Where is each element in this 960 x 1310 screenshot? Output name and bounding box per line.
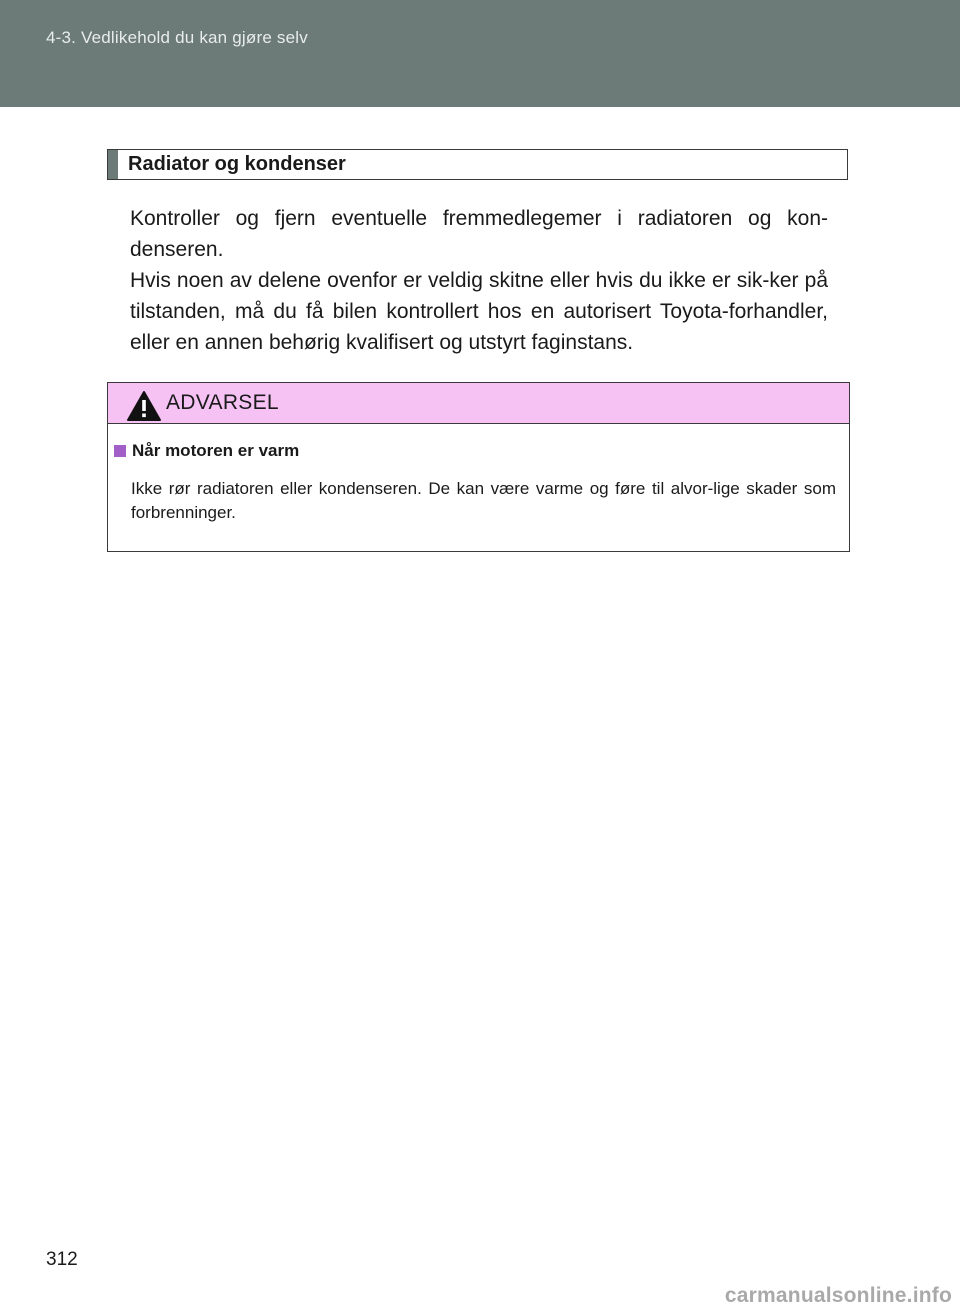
- section-heading-box: [107, 149, 848, 180]
- section-body: [130, 203, 828, 358]
- warning-box: [107, 382, 850, 552]
- warning-body-text: Ikke rør radiatoren eller kondenseren. De kan være varme og føre til alvor-lige skader som forbrenninger.: [131, 479, 836, 522]
- chapter-title: 4-3. Vedlikehold du kan gjøre selv: [46, 28, 308, 47]
- warning-subheading-text: Når motoren er varm: [132, 441, 300, 460]
- body-paragraph: Kontroller og fjern eventuelle fremmedlegemer i radiatoren og kon-denseren.: [130, 207, 828, 261]
- page-number: 312: [46, 1249, 78, 1270]
- section-heading-marker: [108, 150, 118, 179]
- warning-label: ADVARSEL: [166, 391, 279, 414]
- watermark-text: carmanualsonline.info: [724, 1284, 952, 1307]
- warning-subheading: [114, 441, 299, 461]
- chapter-header-band: [0, 0, 960, 107]
- warning-triangle-icon: [126, 390, 162, 422]
- section-title: Radiator og kondenser: [128, 153, 346, 175]
- bullet-square-icon: [114, 445, 126, 457]
- body-paragraph: Hvis noen av delene ovenfor er veldig skitne eller hvis du ikke er sik-ker på tilstanden, må du få bilen kontrollert hos en autorisert Toyota-forhandler, eller en annen behørig kvalifisert og utstyrt faginstans.: [130, 269, 828, 354]
- warning-header: [108, 383, 849, 424]
